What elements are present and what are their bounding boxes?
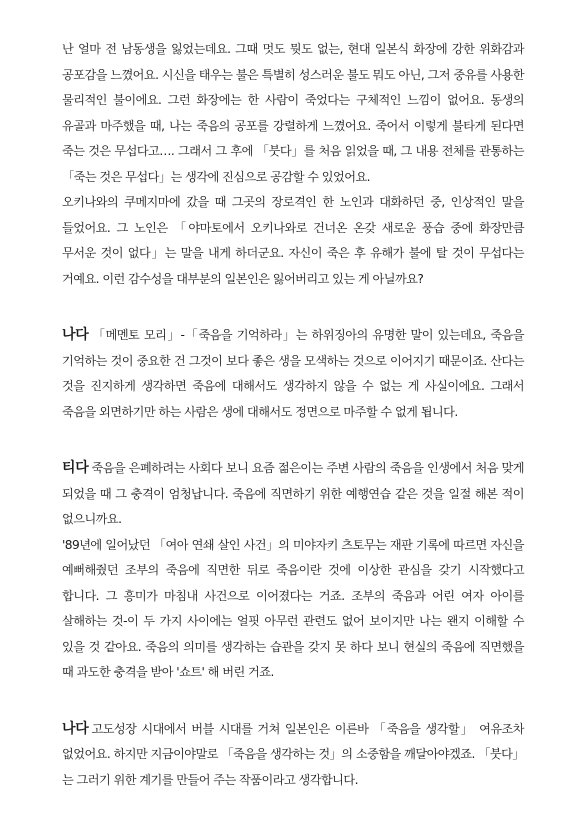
paragraph-text: 난 얼마 전 남동생을 잃었는데요. 그때 멋도 뭣도 없는, 현대 일본식 화장에 강한 위화감과 공포감을 느꼈어요. 시신을 태우는 불은 특별히 성스러운 불도 뭐도 아닌, 그저 중유를 사용한 물리적인 불이에요. 그런 화장에는 한 사람이 죽었다는 구체적인 느낌이 없어요. 동생의 유골과 마주했을 때, 나는 죽음의 공포를 강렬하게 느꼈어요. 죽어서 이렇게 불타게 된다면 죽는 것은 무섭다고…. 그래서 그 후에 「붓다」를 처음 읽었을 때, 그 내용 전체를 관통하는 「죽는 것은 무섭다」는 생각에 진심으로 공감할 수 있었어요. — [62, 42, 524, 184]
paragraph-cremation-experience — [62, 37, 524, 190]
speaker-label: 나다 — [62, 327, 89, 343]
speaker-label: 티다 — [62, 460, 89, 476]
speaker-label: 나다 — [62, 720, 89, 737]
document-body — [62, 37, 524, 793]
paragraph-kumejima-elder — [62, 190, 524, 292]
paragraph-memento-mori — [62, 323, 524, 425]
paragraph-text: 고도성장 시대에서 버블 시대를 거쳐 일본인은 이른바 「죽음을 생각할」 여유조차 없었어요. 하지만 지금이야말로 「죽음을 생각하는 것」의 소중함을 깨달아야겠죠. 「붓다」는 그러기 위한 계기를 만들어 주는 작품이라고 생각합니다. — [62, 721, 524, 787]
paragraph-death-concealment — [62, 456, 524, 533]
paragraph-text: 죽음을 은폐하려는 사회다 보니 요즘 젊은이는 주변 사람의 죽음을 인생에서 처음 맞게 되었을 때 그 충격이 엄청납니다. 죽음에 직면하기 위한 예행연습 같은 것을 일절 해본 적이 없으니까요. — [62, 461, 524, 526]
paragraph-text: '89년에 일어났던 「여아 연쇄 살인 사건」의 미야자키 츠토무는 재판 기록에 따르면 자신을 예뻐해줬던 조부의 죽음에 직면한 뒤로 죽음이란 것에 이상한 관심을 갖기 시작했다고 합니다. 그 흥미가 마침내 사건으로 이어졌다는 거죠. 조부의 죽음과 어린 여자 아이를 살해하는 것-이 두 가지 사이에는 얼핏 아무런 관련도 없어 보이지만 나는 왠지 이해할 수 있을 것 같아요. 죽음의 의미를 생각하는 습관을 갖지 못 하다 보니 현실의 죽음에 직면했을 때 과도한 충격을 받아 '쇼트' 해 버린 거죠. — [62, 537, 524, 679]
paragraph-spacer — [62, 292, 524, 323]
paragraph-spacer — [62, 686, 524, 717]
paragraph-text: 「메멘토 모리」-「죽음을 기억하라」는 하위징아의 유명한 말이 있는데요, 죽음을 기억하는 것이 중요한 건 그것이 보다 좋은 생을 모색하는 것으로 이어지기 때문이죠. 산다는 것을 진지하게 생각하면 죽음에 대해서도 생각하지 않을 수 없는 게 사실이에요. 그래서 죽음을 외면하기만 하는 사람은 생에 대해서도 정면으로 마주할 수 없게 됩니다. — [62, 328, 524, 419]
paragraph-spacer — [62, 425, 524, 456]
paragraph-thinking-about-death — [62, 717, 524, 794]
paragraph-text: 오키나와의 쿠메지마에 갔을 때 그곳의 장로격인 한 노인과 대화하던 중, 인상적인 말을 들었어요. 그 노인은 「야마토에서 오키나와로 건너온 온갖 새로운 풍습 중에 화장만큼 무서운 것이 없다」는 말을 내게 하더군요. 자신이 죽은 후 유해가 불에 탈 것이 무섭다는 거예요. 이런 감수성을 대부분의 일본인은 잃어버리고 있는 게 아닐까요? — [62, 195, 524, 286]
paragraph-miyazaki-case — [62, 533, 524, 686]
